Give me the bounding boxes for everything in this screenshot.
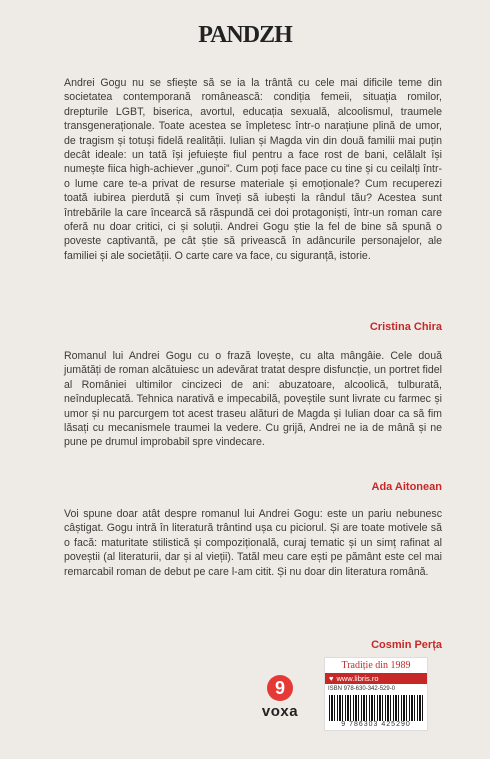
voxa-logo bbox=[254, 675, 306, 720]
voxa-name: voxa bbox=[261, 703, 299, 720]
publisher-logo: PANDZH bbox=[198, 22, 292, 48]
review-3-author: Cosmin Perța bbox=[371, 639, 442, 651]
review-2 bbox=[64, 349, 442, 450]
barcode-number: 9 786303 425290 bbox=[341, 721, 411, 728]
review-3-text: Voi spune doar atât despre romanul lui Andrei Gogu: este un pariu nebunesc câștigat. Gogu intră în literatură trântind ușa cu piciorul. Și are toate motivele să o facă: maturitate stilistică și compozițională, curaj tematic și un simț rafinat al poveștii (al literaturii, dar și al vieții). Tatăl meu care ești pe pământ este cel mai remarcabil roman de debut pe care l-am citit. Și nu doar din literatura română. bbox=[64, 508, 442, 578]
barcode bbox=[329, 695, 423, 721]
isbn-label: ISBN 978-630-342-529-0 bbox=[328, 686, 396, 692]
price-sticker bbox=[324, 657, 428, 731]
heart-icon: ♥ bbox=[329, 674, 334, 683]
review-1 bbox=[64, 76, 442, 263]
review-1-author: Cristina Chira bbox=[369, 321, 442, 333]
review-2-author: Ada Aitonean bbox=[371, 481, 442, 493]
review-3 bbox=[64, 507, 442, 579]
website-bar bbox=[325, 673, 427, 684]
tradition-label: Tradiție din 1989 bbox=[341, 660, 411, 671]
voxa-badge-icon: 9 bbox=[267, 675, 293, 701]
review-1-text: Andrei Gogu nu se sfiește să se ia la trântă cu cele mai dificile teme din societatea contemporană românească: condiția femeii, situația romilor, drepturile LGBT, biserica, avortul, educația sexuală, alcoolismul, traumele transgeneraționale. Toate acestea se împletesc într-o narațiune plină de umor, de tragism și totuși fidelă realității. Iulian și Magda vin din două familii mai puțin decât ideale: un tată își jefuiește fiul pentru a face rost de bani, celălalt își numește fiica high-achiever „gunoi”. Cum poți face pace cu tine și cu ceilalți într-o lume care te-a privat de resurse materiale și emoționale? Cum recuperezi toată iubirea pierdută și cum înveți să iubești la rândul tău? Acestea sunt întrebările la care încearcă să răspundă cei doi protagoniști, într-un roman care oferă nu doar critici, ci și soluții. Andrei Gogu știe la fel de bine să spună o poveste captivantă, pe cât știe să privească în adâncurile personajelor, ale familiei și ale societății. O carte care va face, cu siguranță, istorie. bbox=[64, 77, 442, 262]
website-label: www.libris.ro bbox=[336, 674, 379, 683]
review-2-text: Romanul lui Andrei Gogu cu o frază lovește, cu alta mângâie. Cele două jumătăți de roman alcătuiesc un adevărat tratat despre disfuncție, un portret fidel al României ultimilor cincizeci de ani: abuzatoare, alcoolică, tulburată, neînduplecată. Tehnica narativă e impecabilă, poveștile sunt livrate cu farmec și umor și nu parcurgem tot acest traseu alături de Magda și Iulian doar ca să fim lăsați cu mecanismele traumei la vedere. Cu grijă, Andrei ne ia de mână și ne pune pe drumul improbabil spre vindecare. bbox=[64, 350, 442, 449]
